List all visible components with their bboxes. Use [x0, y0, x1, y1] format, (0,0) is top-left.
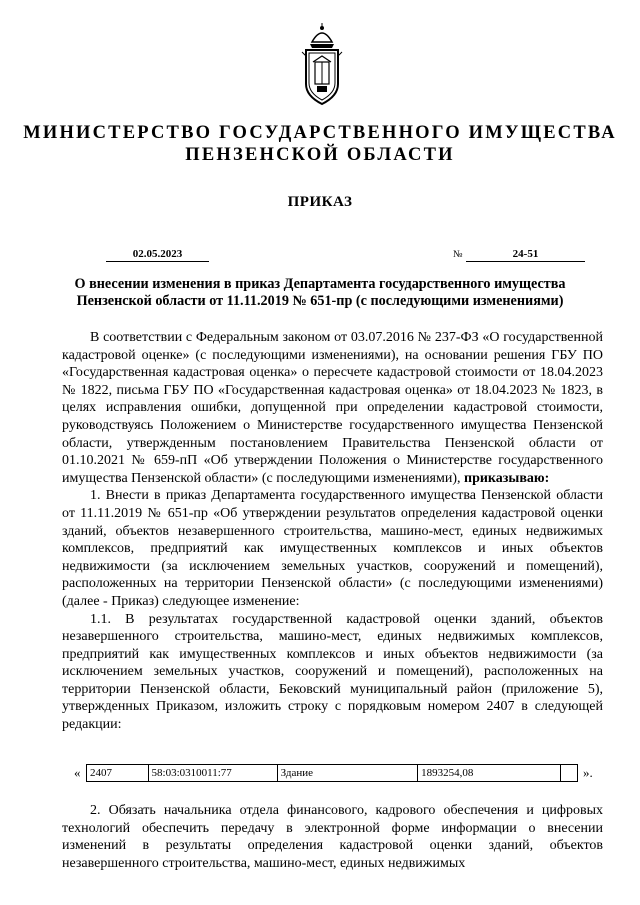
- preamble-paragraph: [62, 329, 603, 487]
- table-cell-object-type: Здание: [277, 765, 417, 782]
- ministry-name-line2: ПЕНЗЕНСКОЙ ОБЛАСТИ: [185, 145, 455, 165]
- item-1-1-paragraph: 1.1. В результатах государственной кадастровой оценки зданий, объектов незавершенного строительства, машино-мест, единых недвижимых комплексов, предприятий как имущественных комплексов и иных объектов недвижимости (за исключением земельных участков, сооружений и помещений), расположенных на территории Пензенской области, Бековский муниципальный район (приложение 5), утвержденных Приказом, изложить строку с порядковым номером 2407 в следующей редакции:: [62, 611, 603, 733]
- ministry-name-line1: МИНИСТЕРСТВО ГОСУДАРСТВЕННОГО ИМУЩЕСТВА: [23, 123, 617, 143]
- order-date: 02.05.2023: [106, 247, 209, 262]
- document-type-title: ПРИКАЗ: [287, 194, 353, 210]
- order-body: [62, 329, 603, 734]
- number-sign: №: [453, 249, 463, 260]
- preamble-text: В соответствии с Федеральным законом от 03.07.2016 № 237-ФЗ «О государственной кадастровой оценке» (с последующими изменениями), на основании решения ГБУ ПО «Государственная кадастровая оценка» о пересчете кадастровой стоимости от 18.04.2023 № 1822, письма ГБУ ПО «Государственная кадастровая оценка» от 18.04.2023 № 1823, в целях исправления ошибки, допущенной при определении кадастровой стоимости, руководствуясь Положением о Министерстве государственного имущества Пензенской области, утвержденным постановлением Правительства Пензенской области от 01.10.2021 № 659-пП «Об утверждении Положения о Министерстве государственного имущества Пензенской области» (с последующими изменениями),: [62, 330, 603, 486]
- table-cell-empty: [561, 765, 578, 782]
- table-cell-cadastral-value: 1893254,08: [418, 765, 561, 782]
- ministry-name: [0, 122, 640, 166]
- table-close-quote: ».: [583, 765, 593, 780]
- table-cell-cadastral-number: 58:03:0310011:77: [148, 765, 277, 782]
- order-subject-line1: О внесении изменения в приказ Департамента государственного имущества: [74, 276, 566, 292]
- order-number: 24-51: [466, 247, 585, 262]
- preamble-directive: приказываю:: [464, 470, 550, 486]
- replacement-row-table: [86, 764, 578, 782]
- table-row: [87, 765, 578, 782]
- table-cell-number: 2407: [87, 765, 149, 782]
- coat-of-arms-emblem: [298, 22, 346, 108]
- order-subject-line2: Пензенской области от 11.11.2019 № 651-пр (с последующими изменениями): [76, 293, 564, 309]
- order-subject: [0, 276, 640, 310]
- table-open-quote: «: [74, 765, 81, 780]
- order-body-continued: [62, 802, 603, 872]
- item-1-paragraph: 1. Внести в приказ Департамента государственного имущества Пензенской области от 11.11.2019 № 651-пр «Об утверждении результатов определения кадастровой оценки зданий, объектов незавершенного строительства, машино-мест, единых недвижимых комплексов, предприятий как имущественных комплексов и иных объектов недвижимости (за исключением земельных участков, сооружений и помещений), расположенных на территории Пензенской области» (с последующими изменениями) (далее - Приказ) следующее изменение:: [62, 488, 603, 609]
- item-2-paragraph: 2. Обязать начальника отдела финансового, кадрового обеспечения и цифровых технологий обеспечить передачу в электронной форме информации о внесении изменений в результаты определения кадастровой оценки зданий, объектов незавершенного строительства, машино-мест, единых недвижимых: [62, 803, 603, 871]
